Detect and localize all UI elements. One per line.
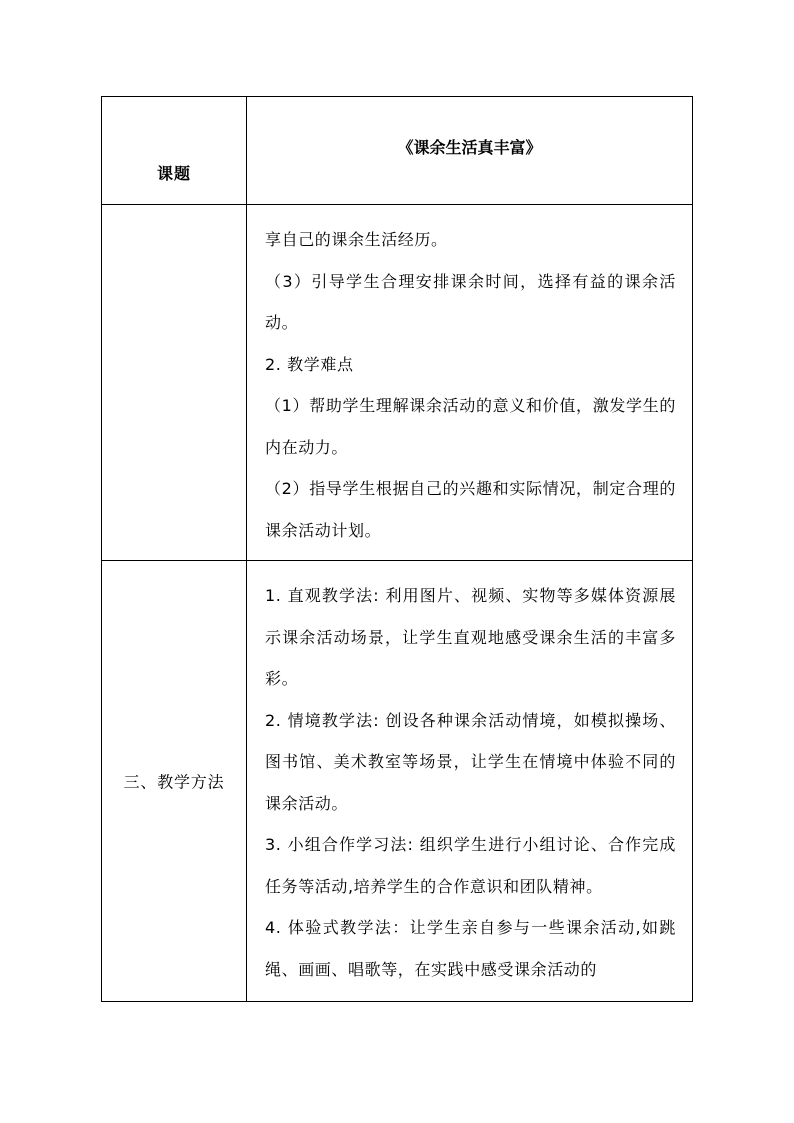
header-title-cell (247, 97, 693, 205)
lesson-plan-table (101, 96, 693, 1002)
methods-section-label: 三、教学方法 (123, 772, 225, 792)
difficulty-content-cell (247, 205, 693, 561)
methods-content-cell (247, 561, 693, 1002)
methods-label-cell (102, 561, 247, 1002)
paragraph: （1）帮助学生理解课余活动的意义和价值，激发学生的内在动力。 (265, 396, 676, 457)
method-item: 1. 直观教学法: 利用图片、视频、实物等多媒体资源展示课余活动场景，让学生直观地感受课余生活的丰富多彩。 (265, 586, 676, 688)
lesson-title: 《课余生活真丰富》 (397, 138, 542, 157)
method-item: 2. 情境教学法: 创设各种课余活动情境，如模拟操场、图书馆、美术教室等场景，让学生在情境中体验不同的课余活动。 (265, 710, 676, 813)
difficulty-row (102, 205, 693, 561)
method-item: 4. 体验式教学法：让学生亲自参与一些课余活动,如跳绳、画画、唱歌等，在实践中感受课余活动的 (265, 918, 676, 979)
header-row (102, 97, 693, 205)
paragraph: 享自己的课余生活经历。 (265, 230, 448, 249)
topic-label: 课题 (156, 164, 191, 183)
header-label-cell (102, 97, 247, 205)
methods-row (102, 561, 693, 1002)
method-item: 3. 小组合作学习法: 组织学生进行小组讨论、合作完成任务等活动,培养学生的合作意识和团队精神。 (265, 835, 676, 896)
difficulty-label-cell (102, 205, 247, 561)
paragraph: （2）指导学生根据自己的兴趣和实际情况，制定合理的课余活动计划。 (265, 479, 676, 540)
subheading: 2. 教学难点 (265, 354, 354, 374)
paragraph: （3）引导学生合理安排课余时间，选择有益的课余活动。 (265, 271, 676, 332)
